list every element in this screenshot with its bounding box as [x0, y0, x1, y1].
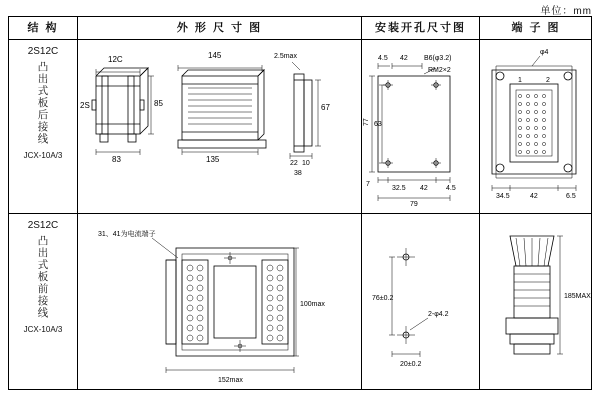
label-42b: 42 [420, 185, 428, 192]
label-42a: 42 [400, 55, 408, 62]
label-rm2: RM2×2 [428, 67, 451, 74]
header-structure: 结 构 [27, 22, 59, 34]
label-135: 135 [206, 155, 220, 164]
label-79: 79 [410, 201, 418, 208]
label-22: 22 [290, 160, 298, 167]
row2-model: 2S12C [27, 220, 59, 231]
header-terminal: 端 子 图 [511, 22, 561, 34]
label-2: 2 [546, 77, 550, 84]
label-145: 145 [208, 51, 222, 60]
label-2phi42: 2-φ4.2 [428, 311, 449, 318]
label-45b: 4.5 [446, 185, 456, 192]
spec-table [8, 16, 592, 390]
label-12c: 12C [108, 55, 123, 64]
label-25max: 2.5max [274, 53, 297, 60]
row2-mounting-drawing [362, 214, 479, 390]
label-100max: 100max [300, 301, 325, 308]
label-77: 77 [363, 118, 370, 126]
label-2s: 2S [80, 101, 90, 110]
label-42c: 42 [530, 193, 538, 200]
label-185max: 185MAX [564, 293, 591, 300]
label-45a: 4.5 [378, 55, 388, 62]
label-10: 10 [302, 160, 310, 167]
label-152max: 152max [218, 377, 243, 384]
label-76: 76±0.2 [372, 295, 394, 302]
label-current-terminals: 31、41为电流端子 [98, 231, 156, 238]
row1-mounting-drawing [362, 40, 479, 213]
label-65: 6.5 [566, 193, 576, 200]
row2-code: JCX-10A/3 [23, 325, 63, 334]
header-mounting: 安装开孔尺寸图 [375, 22, 466, 34]
label-phi4: φ4 [540, 49, 549, 56]
label-20: 20±0.2 [400, 361, 422, 368]
label-b6: B6(φ3.2) [424, 55, 452, 62]
row1-terminal-drawing [480, 40, 592, 213]
row1-code: JCX-10A/3 [23, 151, 63, 160]
row1-model: 2S12C [27, 46, 59, 57]
label-7: 7 [366, 181, 370, 188]
row1-structure-cell [9, 40, 77, 213]
header-outline: 外 形 尺 寸 图 [176, 22, 263, 34]
row1-structure-text: 凸 出 式 板 后 接 线 [37, 61, 49, 145]
label-67: 67 [321, 103, 330, 112]
label-63: 63 [374, 121, 382, 128]
row2-terminal-drawing [480, 214, 592, 390]
label-38: 38 [294, 170, 302, 177]
label-325: 32.5 [392, 185, 406, 192]
label-83: 83 [112, 155, 121, 164]
row1-outline-drawing [78, 40, 361, 213]
row2-structure-cell [9, 214, 77, 390]
label-345: 34.5 [496, 193, 510, 200]
label-85: 85 [154, 99, 163, 108]
label-1: 1 [518, 77, 522, 84]
unit-note: 单位：mm [540, 6, 592, 17]
row2-outline-drawing [78, 214, 361, 390]
row2-structure-text: 凸 出 式 板 前 接 线 [37, 235, 49, 319]
